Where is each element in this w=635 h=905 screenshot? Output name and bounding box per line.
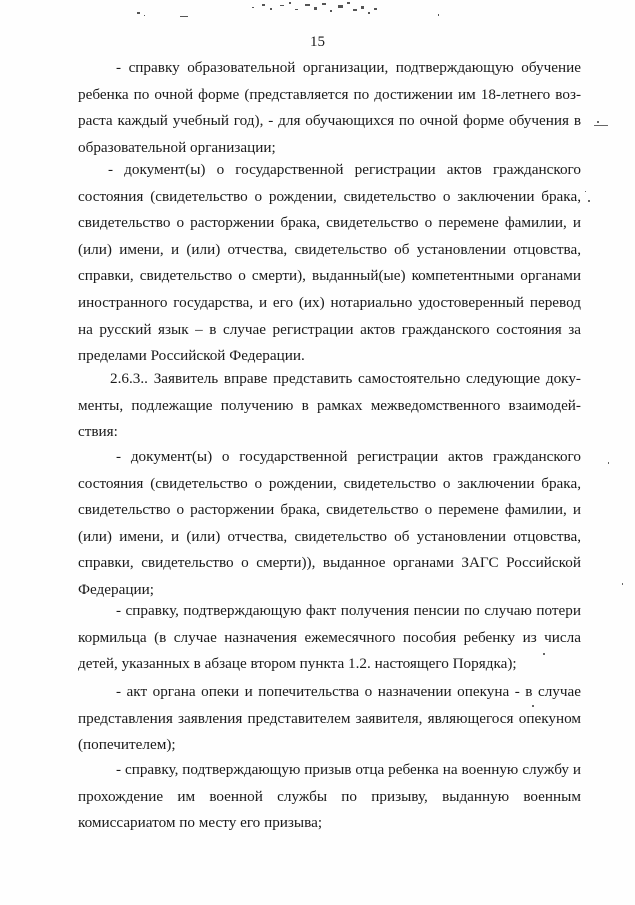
text-line: - акт органа опеки и попечительства о назначении опекуна - в случае bbox=[116, 683, 581, 700]
text-line: 2.6.3.. Заявитель вправе представить самостоятельно следующие доку- bbox=[110, 370, 581, 387]
paragraph-7 bbox=[78, 757, 581, 837]
scan-noise-top bbox=[0, 0, 635, 30]
text-line: - документ(ы) о государственной регистрации актов гражданского bbox=[108, 161, 581, 178]
text-line: - документ(ы) о государственной регистрации актов гражданского bbox=[116, 448, 581, 465]
paragraph-3 bbox=[78, 366, 581, 446]
text-line: представления заявления представителем заявителя, являющегося опекуном bbox=[78, 709, 581, 727]
paragraph-6 bbox=[78, 679, 581, 759]
text-line: комиссариатом по месту его призыва; bbox=[78, 814, 323, 832]
text-line: состояния (свидетельство о рождении, свидетельство о заключении брака, bbox=[78, 474, 581, 492]
text-line: - справку, подтверждающую факт получения пенсии по случаю потери bbox=[116, 602, 581, 619]
text-line: свидетельство о расторжении брака, свидетельство о перемене фамилии, и bbox=[78, 214, 581, 232]
text-line: Федерации; bbox=[78, 580, 154, 598]
text-line: справки, свидетельство о смерти)), выданное органами ЗАГС Российской bbox=[78, 554, 581, 572]
paragraph-1 bbox=[78, 55, 581, 161]
text-line: менты, подлежащие получению в рамках межведомственного взаимодей- bbox=[78, 396, 581, 414]
text-line: ствия: bbox=[78, 423, 118, 441]
text-line: справки, свидетельство о смерти), выданный(ые) компетентными органами bbox=[78, 267, 581, 285]
text-line: ребенка по очной форме (представляется по достижении им 18-летнего воз- bbox=[78, 85, 581, 103]
text-line: (или) имени, и (или) отчества, свидетельство об установлении отцовства, bbox=[78, 240, 581, 258]
text-line: пределами Российской Федерации. bbox=[78, 347, 305, 365]
text-line: на русский язык – в случае регистрации актов гражданского состояния за bbox=[78, 320, 581, 338]
paragraph-2 bbox=[78, 157, 581, 370]
text-line: состояния (свидетельство о рождении, свидетельство о заключении брака, bbox=[78, 187, 581, 205]
text-line: свидетельство о расторжении брака, свидетельство о перемене фамилии, и bbox=[78, 501, 581, 519]
text-line: иностранного государства, и его (их) нотариально удостоверенный перевод bbox=[78, 293, 581, 311]
text-line: (или) имени, и (или) отчества, свидетельство об установлении отцовства, bbox=[78, 527, 581, 545]
text-line: (попечителем); bbox=[78, 736, 176, 754]
paragraph-4 bbox=[78, 444, 581, 604]
text-line: прохождение им военной службы по призыву, выданную военным bbox=[78, 787, 581, 805]
page-number: 15 bbox=[310, 34, 325, 50]
paragraph-5 bbox=[78, 598, 581, 678]
text-line: детей, указанных в абзаце втором пункта 1.2. настоящего Порядка); bbox=[78, 655, 517, 673]
text-line: образовательной организации; bbox=[78, 138, 276, 156]
text-line: - справку образовательной организации, подтверждающую обучение bbox=[116, 59, 581, 76]
text-line: раста каждый учебный год), - для обучающихся по очной форме обучения в bbox=[78, 112, 581, 130]
text-line: - справку, подтверждающую призыв отца ребенка на военную службу и bbox=[116, 761, 581, 778]
text-line: кормильца (в случае назначения ежемесячного пособия ребенку из числа bbox=[78, 628, 581, 646]
